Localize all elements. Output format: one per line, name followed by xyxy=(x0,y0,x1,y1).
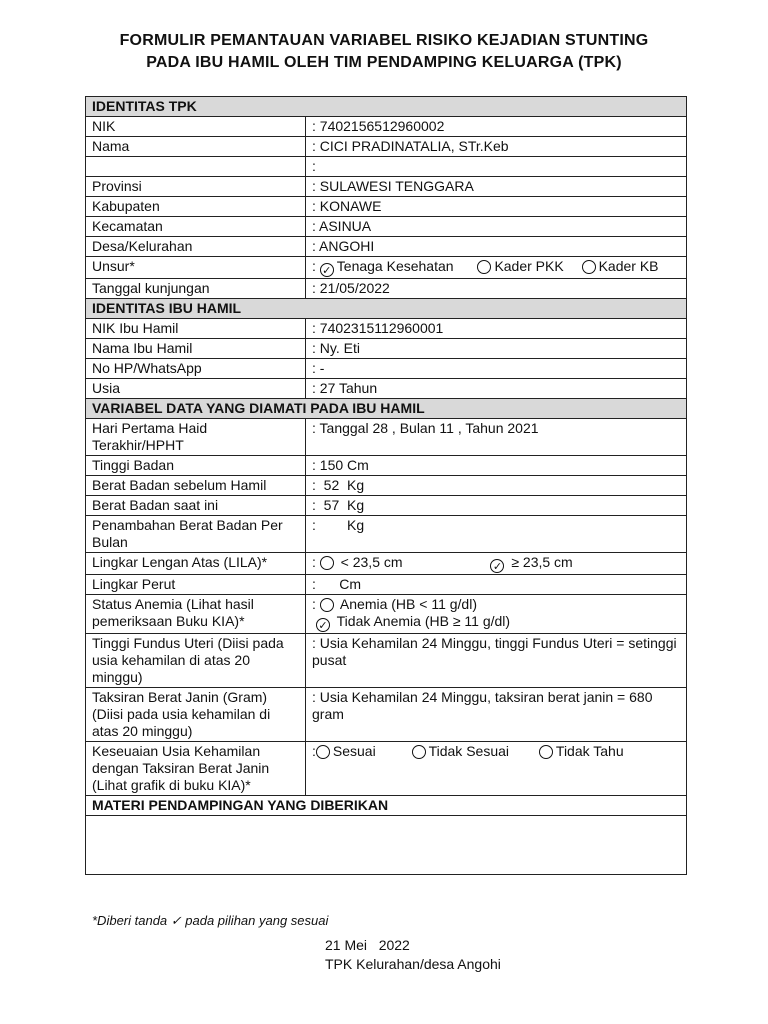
field-value[interactable]: : 52 Kg xyxy=(306,476,687,496)
radio-icon xyxy=(316,745,330,759)
radio-option-lila-lt[interactable] xyxy=(320,554,403,571)
row-penambahan xyxy=(86,516,687,553)
field-label: Desa/Kelurahan xyxy=(86,237,306,257)
field-label: Lingkar Perut xyxy=(86,575,306,595)
section-header: IDENTITAS TPK xyxy=(86,97,687,117)
field-value[interactable]: : xyxy=(306,157,687,177)
form-title-line-1: FORMULIR PEMANTAUAN VARIABEL RISIKO KEJADIAN STUNTING xyxy=(119,32,649,49)
checked-radio-icon: ✓ xyxy=(490,559,504,573)
radio-icon xyxy=(412,745,426,759)
radio-option-anemia[interactable] xyxy=(320,596,477,613)
footnote: *Diberi tanda ✓ pada pilihan yang sesuai xyxy=(92,913,329,928)
field-value[interactable]: : Usia Kehamilan 24 Minggu, tinggi Fundus Uteri = setinggi pusat xyxy=(306,634,687,688)
row-hpht xyxy=(86,419,687,456)
row-unsur xyxy=(86,257,687,279)
field-label: Nama Ibu Hamil xyxy=(86,339,306,359)
value-prefix: : xyxy=(312,258,316,274)
row-usia xyxy=(86,379,687,399)
materi-body xyxy=(86,816,687,875)
radio-option-kader-pkk[interactable] xyxy=(477,258,563,275)
row-tanggal-kunjungan xyxy=(86,279,687,299)
radio-option-sesuai[interactable] xyxy=(316,743,376,760)
radio-option-label: < 23,5 cm xyxy=(340,554,403,570)
radio-option-label: Kader PKK xyxy=(494,258,564,274)
radio-icon xyxy=(477,260,491,274)
form-title xyxy=(0,30,768,74)
field-value[interactable]: : 7402315112960001 xyxy=(306,319,687,339)
row-kabupaten xyxy=(86,197,687,217)
signature-block xyxy=(325,936,501,974)
row-anemia xyxy=(86,595,687,634)
radio-option-label: Tidak Sesuai xyxy=(428,743,510,759)
radio-option-tidak-tahu[interactable] xyxy=(539,743,624,760)
section-variabel xyxy=(86,399,687,419)
field-value xyxy=(306,257,687,279)
row-kecamatan xyxy=(86,217,687,237)
value-prefix: : xyxy=(312,743,316,759)
value-prefix: : xyxy=(312,554,316,570)
materi-text-area[interactable] xyxy=(86,816,687,875)
field-label: Provinsi xyxy=(86,177,306,197)
radio-option-label: Tenaga Kesehatan xyxy=(336,258,454,274)
row-hp xyxy=(86,359,687,379)
field-value[interactable]: : CICI PRADINATALIA, STr.Keb xyxy=(306,137,687,157)
field-label: Berat Badan saat ini xyxy=(86,496,306,516)
field-label: Status Anemia (Lihat hasil pemeriksaan Buku KIA)* xyxy=(86,595,306,634)
radio-option-label: Kader KB xyxy=(598,258,659,274)
checked-radio-icon: ✓ xyxy=(320,263,334,277)
radio-icon xyxy=(320,556,334,570)
row-fundus xyxy=(86,634,687,688)
row-taksiran xyxy=(86,688,687,742)
radio-icon xyxy=(539,745,553,759)
field-value xyxy=(306,553,687,575)
row-kesesuaian xyxy=(86,742,687,796)
row-empty xyxy=(86,157,687,177)
radio-icon xyxy=(320,598,334,612)
row-bb-sebelum xyxy=(86,476,687,496)
radio-option-label: Tidak Tahu xyxy=(555,743,624,759)
field-label: Tinggi Badan xyxy=(86,456,306,476)
signature-date: 21 Mei 2022 xyxy=(325,937,410,953)
field-label: Taksiran Berat Janin (Gram) (Diisi pada usia kehamilan di atas 20 minggu) xyxy=(86,688,306,742)
row-nama-ibu xyxy=(86,339,687,359)
field-label: Keseuaian Usia Kehamilan dengan Taksiran Berat Janin (Lihat grafik di buku KIA)* xyxy=(86,742,306,796)
field-value[interactable]: : 7402156512960002 xyxy=(306,117,687,137)
field-value xyxy=(306,742,687,796)
row-bb-ini xyxy=(86,496,687,516)
field-label: No HP/WhatsApp xyxy=(86,359,306,379)
row-lila xyxy=(86,553,687,575)
checked-radio-icon: ✓ xyxy=(316,618,330,632)
field-value[interactable]: : SULAWESI TENGGARA xyxy=(306,177,687,197)
field-label: Berat Badan sebelum Hamil xyxy=(86,476,306,496)
row-tinggi-badan xyxy=(86,456,687,476)
row-nama-tpk xyxy=(86,137,687,157)
field-label: Tinggi Fundus Uteri (Diisi pada usia kehamilan di atas 20 minggu) xyxy=(86,634,306,688)
field-value[interactable]: : ANGOHI xyxy=(306,237,687,257)
field-value[interactable]: : 150 Cm xyxy=(306,456,687,476)
radio-option-label: ≥ 23,5 cm xyxy=(511,554,573,570)
radio-option-tenaga-kesehatan[interactable] xyxy=(320,258,454,277)
row-nik-tpk xyxy=(86,117,687,137)
field-label: NIK xyxy=(86,117,306,137)
field-value[interactable]: : Cm xyxy=(306,575,687,595)
field-label: Usia xyxy=(86,379,306,399)
row-nik-ibu xyxy=(86,319,687,339)
row-provinsi xyxy=(86,177,687,197)
value-prefix: : xyxy=(312,596,316,612)
field-value[interactable]: : Usia Kehamilan 24 Minggu, taksiran berat janin = 680 gram xyxy=(306,688,687,742)
section-header: IDENTITAS IBU HAMIL xyxy=(86,299,687,319)
radio-option-label: Anemia (HB < 11 g/dl) xyxy=(339,596,477,612)
field-value[interactable]: : Ny. Eti xyxy=(306,339,687,359)
radio-icon xyxy=(582,260,596,274)
section-header: MATERI PENDAMPINGAN YANG DIBERIKAN xyxy=(86,796,687,816)
field-label: Nama xyxy=(86,137,306,157)
field-label: Tanggal kunjungan xyxy=(86,279,306,299)
radio-option-tidak-sesuai[interactable] xyxy=(412,743,509,760)
signature-role: TPK Kelurahan/desa Angohi xyxy=(325,956,501,972)
radio-option-tidak-anemia[interactable] xyxy=(312,613,681,632)
field-value[interactable]: : 27 Tahun xyxy=(306,379,687,399)
field-value[interactable]: : 57 Kg xyxy=(306,496,687,516)
section-materi xyxy=(86,796,687,816)
section-identitas-ibu xyxy=(86,299,687,319)
field-value[interactable]: : 21/05/2022 xyxy=(306,279,687,299)
field-value xyxy=(306,595,687,634)
field-value[interactable]: : KONAWE xyxy=(306,197,687,217)
radio-option-lila-ge[interactable] xyxy=(490,554,572,573)
field-label: Kabupaten xyxy=(86,197,306,217)
radio-option-label: Tidak Anemia (HB ≥ 11 g/dl) xyxy=(336,613,511,629)
field-label: Lingkar Lengan Atas (LILA)* xyxy=(86,553,306,575)
form-title-line-2: PADA IBU HAMIL OLEH TIM PENDAMPING KELUARGA (TPK) xyxy=(146,54,622,71)
field-label xyxy=(86,157,306,177)
row-lingkar-perut xyxy=(86,575,687,595)
section-header: VARIABEL DATA YANG DIAMATI PADA IBU HAMIL xyxy=(86,399,687,419)
field-value[interactable]: : ASINUA xyxy=(306,217,687,237)
radio-option-label: Sesuai xyxy=(332,743,376,759)
monitoring-form-table xyxy=(85,96,687,875)
radio-option-kader-kb[interactable] xyxy=(582,258,659,275)
section-identitas-tpk xyxy=(86,97,687,117)
field-value[interactable]: : Kg xyxy=(306,516,687,553)
field-value[interactable]: : - xyxy=(306,359,687,379)
row-desa xyxy=(86,237,687,257)
field-label: Unsur* xyxy=(86,257,306,279)
field-label: NIK Ibu Hamil xyxy=(86,319,306,339)
field-label: Hari Pertama Haid Terakhir/HPHT xyxy=(86,419,306,456)
field-label: Kecamatan xyxy=(86,217,306,237)
field-label: Penambahan Berat Badan Per Bulan xyxy=(86,516,306,553)
field-value[interactable]: : Tanggal 28 , Bulan 11 , Tahun 2021 xyxy=(306,419,687,456)
